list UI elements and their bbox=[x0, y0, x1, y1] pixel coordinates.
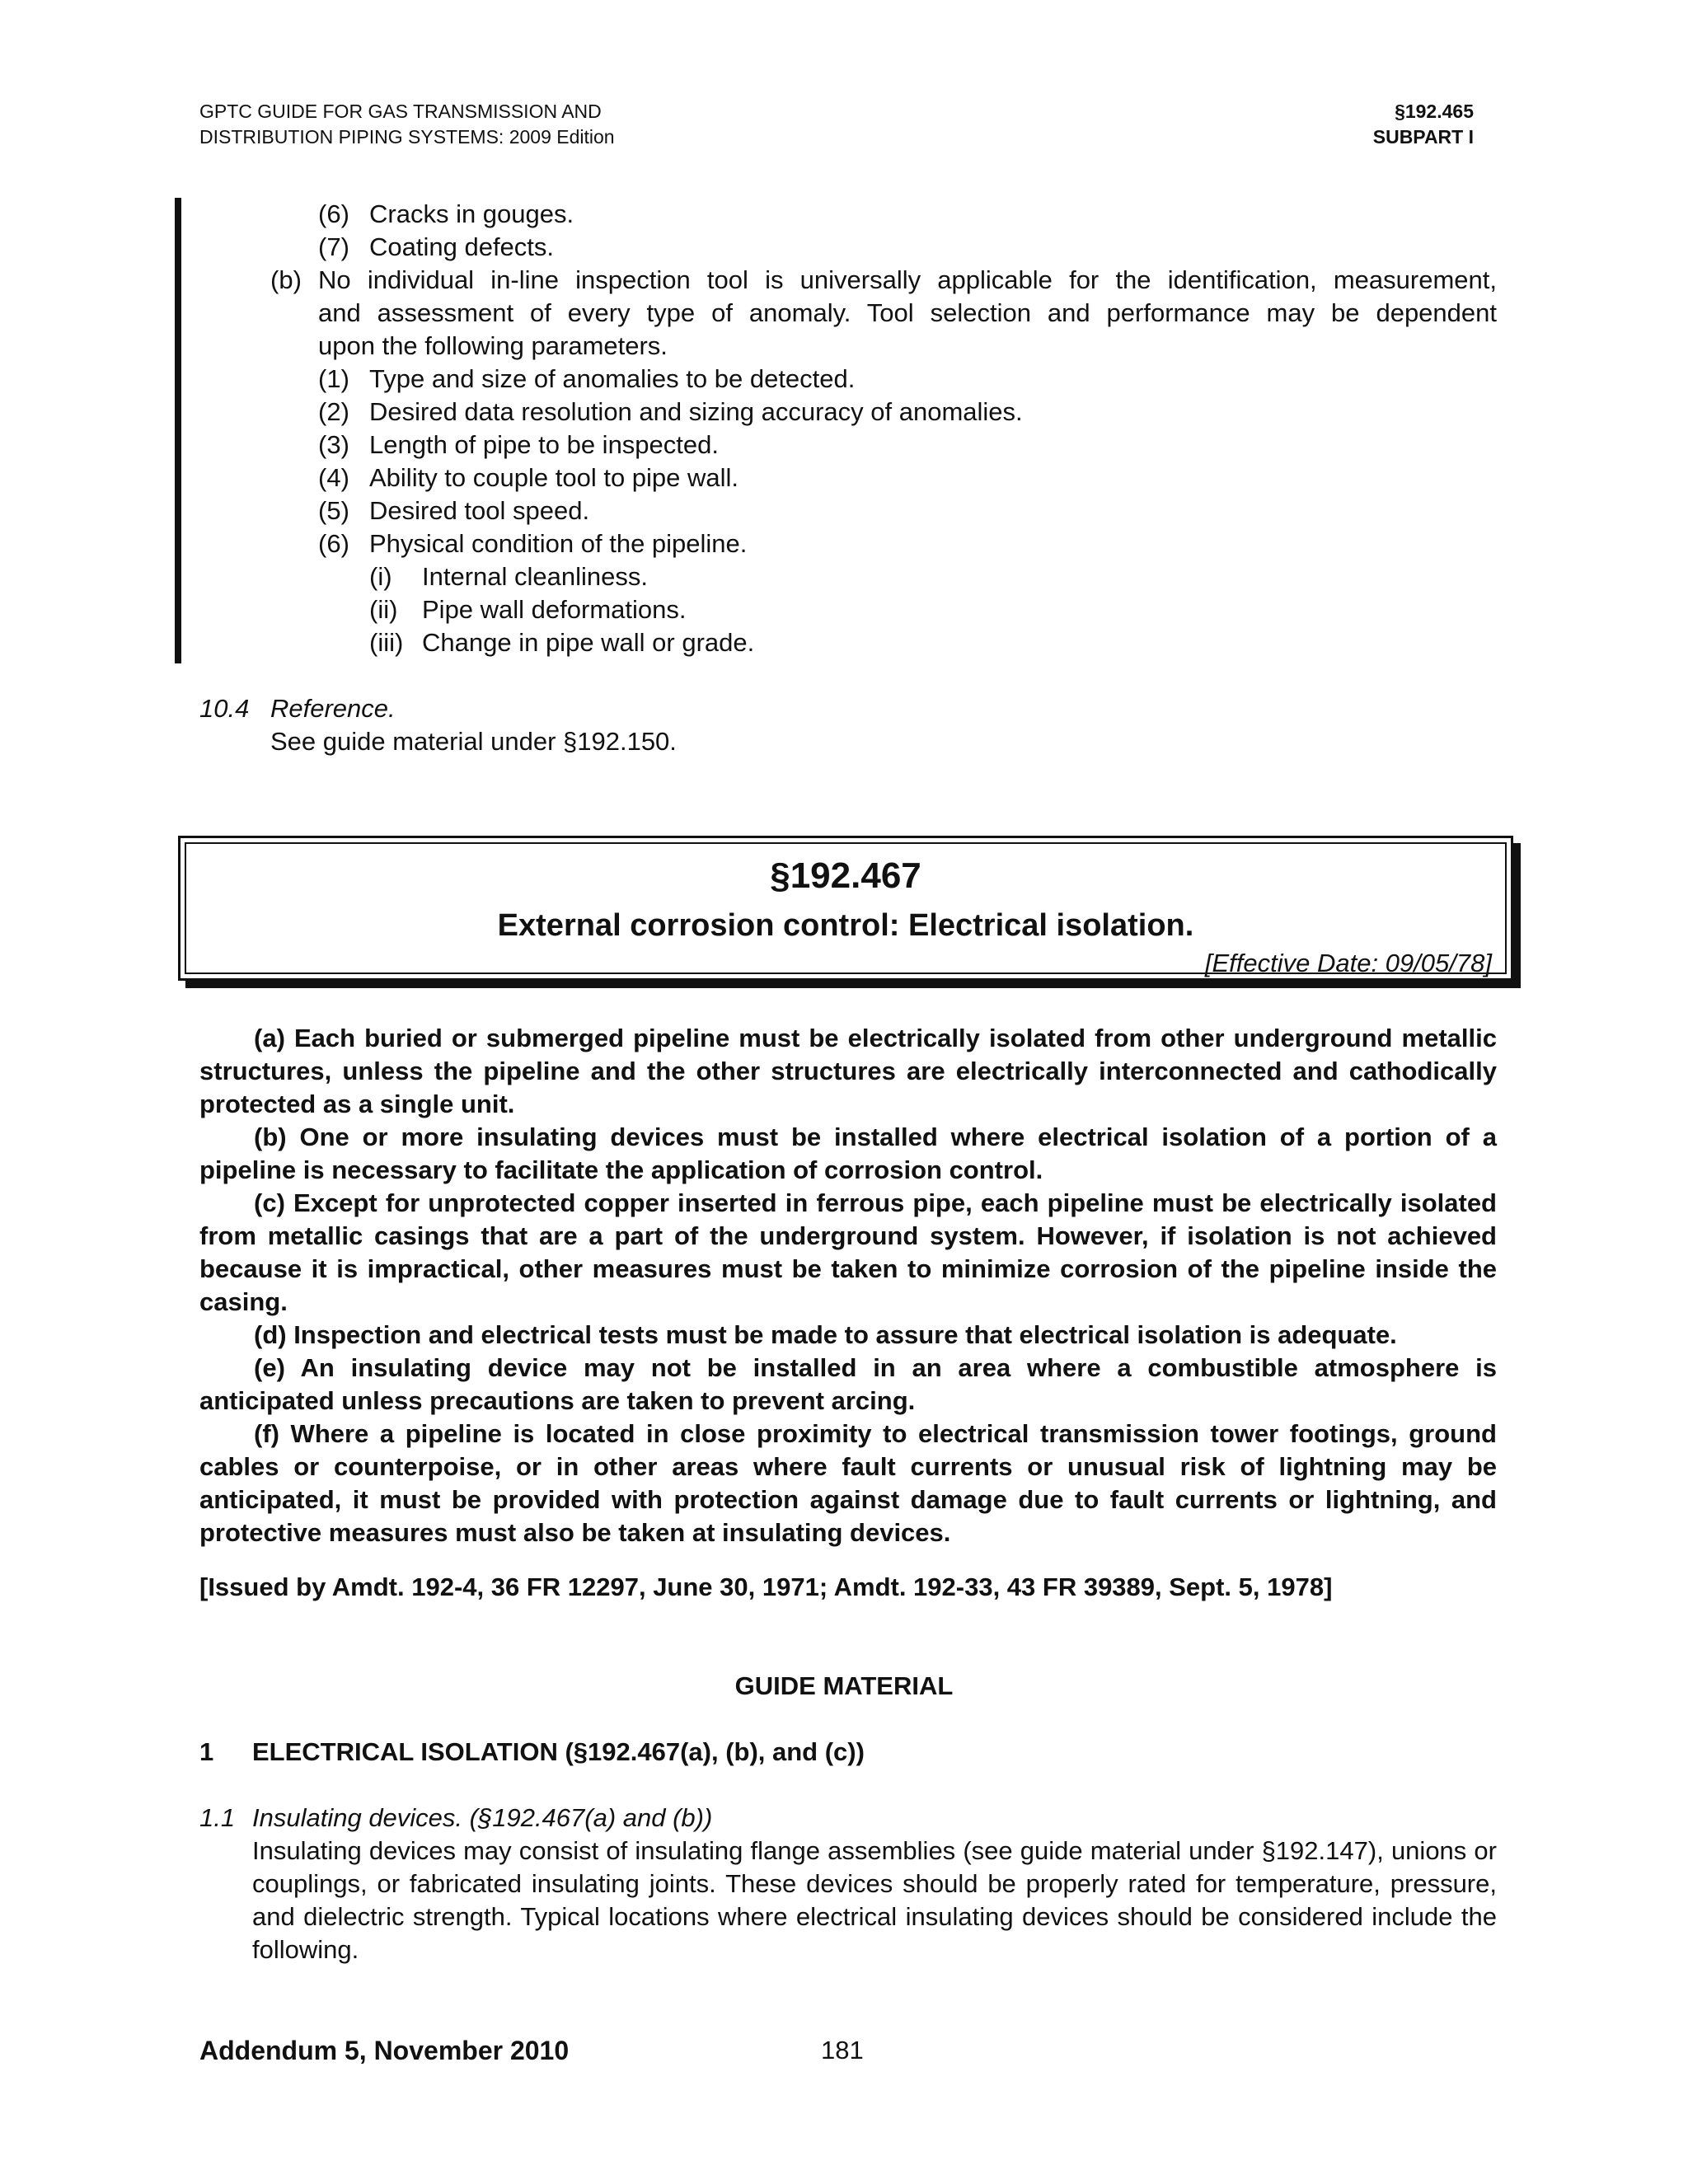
guide-section-1-1-text: Insulating devices may consist of insulating flange assemblies (see guide material under §192.147), unions or couplings, or fabricated insulating joints. These devices should be properly rated for temperature, pressure, and dielectric strength. Typical locations where electrical insulating devices should be considered include the following. bbox=[252, 1836, 1497, 1964]
list-text: Ability to couple tool to pipe wall. bbox=[369, 463, 739, 492]
list-num: (5) bbox=[318, 496, 349, 525]
footer-addendum: Addendum 5, November 2010 bbox=[199, 2036, 570, 2065]
list-num: (i) bbox=[369, 562, 392, 591]
reference-text: See guide material under §192.150. bbox=[270, 727, 677, 756]
subparam-i bbox=[369, 560, 648, 593]
param-5 bbox=[318, 494, 590, 527]
item-b-line1: No individual in-line inspection tool is universally applicable for the identification, measurement, bbox=[318, 265, 1497, 294]
header-section: §192.465 bbox=[1395, 101, 1474, 122]
list-text: Desired tool speed. bbox=[369, 496, 590, 525]
guide-section-1-title: ELECTRICAL ISOLATION (§192.467(a), (b), and (c)) bbox=[252, 1737, 865, 1766]
list-text: Cracks in gouges. bbox=[369, 199, 574, 228]
header-left-line2: DISTRIBUTION PIPING SYSTEMS: 2009 Edition bbox=[199, 126, 615, 148]
subparam-ii bbox=[369, 593, 687, 626]
param-1 bbox=[318, 363, 856, 396]
regulation-f: (f) Where a pipeline is located in close proximity to electrical transmission tower footings, ground cables or counterpoise, or in other areas where fault currents or unusual risk of lightning may be anticipated, it must be provided with protection against damage due to fault currents or lightning, and protective measures must also be taken at insulating devices. bbox=[199, 1419, 1497, 1547]
guide-heading: GUIDE MATERIAL bbox=[734, 1671, 954, 1700]
list-num: (6) bbox=[318, 199, 349, 228]
list-text: Coating defects. bbox=[369, 232, 555, 261]
item-b-label: (b) bbox=[270, 265, 302, 294]
list-text: Length of pipe to be inspected. bbox=[369, 430, 719, 459]
regulation-c: (c) Except for unprotected copper inserted in ferrous pipe, each pipeline must be electrically isolated from metallic casings that are a part of the underground system. However, if isolation is not achieved because it is impractical, other measures must be taken to minimize corrosion of the pipeline inside the casing. bbox=[199, 1188, 1497, 1316]
list-num: (ii) bbox=[369, 595, 398, 624]
list-num: (2) bbox=[318, 397, 349, 426]
list-text: Physical condition of the pipeline. bbox=[369, 529, 748, 558]
item-b-line2: and assessment of every type of anomaly. Tool selection and performance may be dependent bbox=[318, 298, 1497, 327]
list-text: Desired data resolution and sizing accuracy of anomalies. bbox=[369, 397, 1023, 426]
section-title: External corrosion control: Electrical isolation. bbox=[497, 908, 1194, 943]
list-item-6 bbox=[318, 198, 574, 231]
regulation-e: (e) An insulating device may not be installed in an area where a combustible atmosphere is anticipated unless precautions are taken to prevent arcing. bbox=[199, 1353, 1497, 1415]
header-subpart: SUBPART I bbox=[1372, 126, 1474, 148]
regulation-d: (d) Inspection and electrical tests must be made to assure that electrical isolation is adequate. bbox=[254, 1320, 1397, 1349]
reference-num: 10.4 bbox=[199, 694, 250, 723]
list-text: Internal cleanliness. bbox=[422, 562, 648, 591]
list-num: (4) bbox=[318, 463, 349, 492]
list-item-7 bbox=[318, 231, 555, 264]
list-num: (1) bbox=[318, 364, 349, 393]
effective-date: [Effective Date: 09/05/78] bbox=[1204, 949, 1492, 977]
list-num: (7) bbox=[318, 232, 349, 261]
item-b-line3: upon the following parameters. bbox=[318, 331, 668, 360]
list-text: Pipe wall deformations. bbox=[422, 595, 687, 624]
param-2 bbox=[318, 396, 1023, 429]
list-num: (iii) bbox=[369, 628, 404, 657]
section-box bbox=[178, 836, 1513, 981]
list-num: (3) bbox=[318, 430, 349, 459]
param-4 bbox=[318, 462, 739, 494]
top-list bbox=[0, 0, 1688, 756]
page-number: 181 bbox=[821, 2036, 864, 2064]
list-text: Type and size of anomalies to be detected. bbox=[369, 364, 856, 393]
guide-section-1-1-title: Insulating devices. (§192.467(a) and (b)) bbox=[252, 1803, 713, 1832]
issued-note: [Issued by Amdt. 192-4, 36 FR 12297, June 30, 1971; Amdt. 192-33, 43 FR 39389, Sept. 5, 1978] bbox=[199, 1572, 1333, 1601]
regulation-a: (a) Each buried or submerged pipeline must be electrically isolated from other underground metallic structures, unless the pipeline and the other structures are electrically interconnected and cathodically protected as a single unit. bbox=[199, 1024, 1497, 1118]
param-6 bbox=[318, 527, 748, 560]
reference-title: Reference. bbox=[270, 694, 396, 723]
list-num: (6) bbox=[318, 529, 349, 558]
param-3 bbox=[318, 429, 719, 462]
section-number: §192.467 bbox=[770, 855, 921, 896]
list-text: Change in pipe wall or grade. bbox=[422, 628, 755, 657]
subparam-iii bbox=[369, 626, 755, 659]
section-box-inner bbox=[185, 842, 1507, 977]
header-left-line1: GPTC GUIDE FOR GAS TRANSMISSION AND bbox=[199, 101, 602, 122]
guide-section-1-num: 1 bbox=[199, 1737, 214, 1766]
regulation-b: (b) One or more insulating devices must be installed where electrical isolation of a portion of a pipeline is necessary to facilitate the application of corrosion control. bbox=[199, 1122, 1497, 1184]
guide-section-1-1-num: 1.1 bbox=[199, 1803, 236, 1832]
